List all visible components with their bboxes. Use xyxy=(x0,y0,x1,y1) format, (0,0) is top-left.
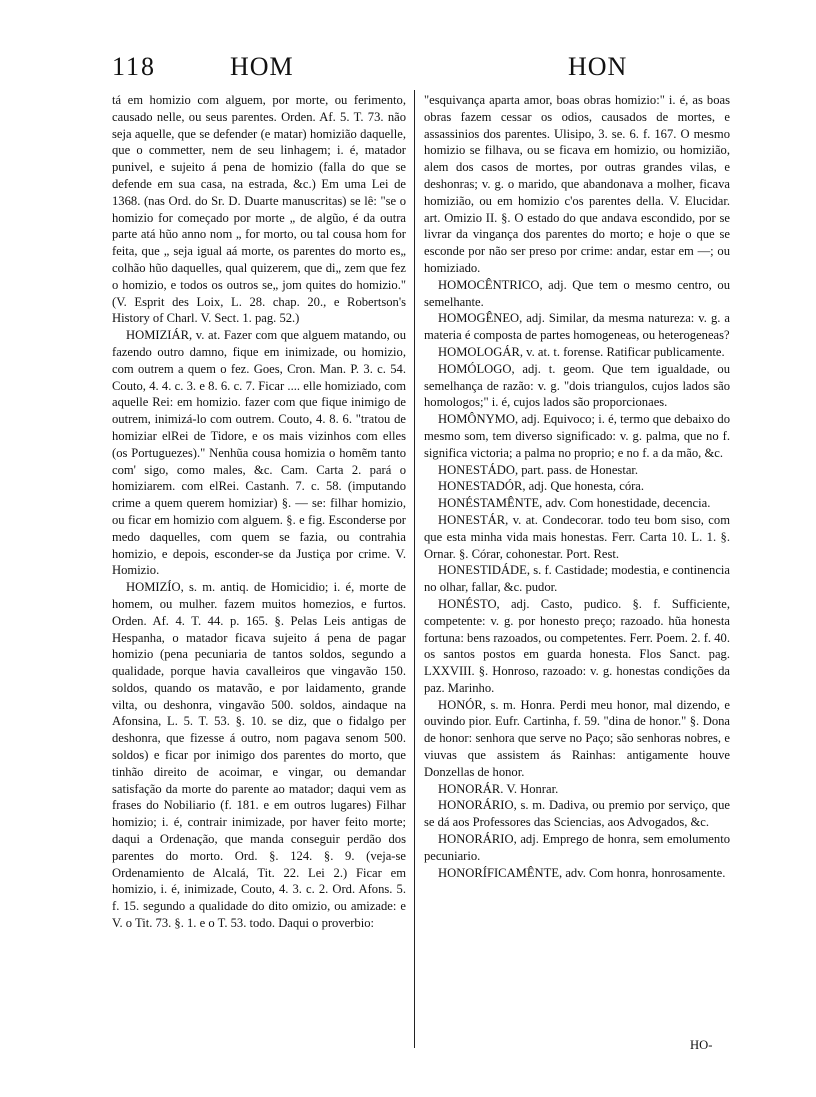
entry-honorificamente: HONORÍFICAMÊNTE, adv. Com honra, honrosamente. xyxy=(438,865,726,880)
running-head-right: HON xyxy=(568,52,628,81)
right-column xyxy=(424,92,730,1082)
entry-homiziar: HOMIZIÁR, v. at. Fazer com que alguem matando, ou fazendo outro damno, fique em inimizade, ou homizio, com outrem a quem o fez. Goes, Cron. Man. P. 3. c. 54. Couto, 4. 4. c. 3. e 8. 6. c. 7. Ficar .... elle homiziado, com aquelle Rei: em homizio. fazer com que fique inimigo de outrem, inimizá-lo com outrem. Couto, 4. 8. 6. "tratou de homiziar elRei de Tidore, e os mais vizinhos com elles (os Portuguezes)." Nenhũa cousa homizia o homẽm tanto com' sigo, como males, &c. Cam. Carta 2. pará o homiziarem. com elRei. Castanh. 7. c. 58. (imputando crime a quem querem homiziar) §. — se: filhar homizio, ou ficar em homizio com alguem. §. e fig. Esconderse por medo daquelles, com quem se fazia, ou contrahia homizio, e depois, esconder-se da Justiça por crime. V. Homizio. xyxy=(112,328,406,578)
entry-homonymo: HOMÔNYMO, adj. Equivoco; i. é, termo que debaixo do mesmo som, tem diverso significado: v. g. palma, que no f. significa victoria; a palma no proprio; e no f. a da mão, &c. xyxy=(424,412,730,460)
entry-homocentrico: HOMOCÊNTRICO, adj. Que tem o mesmo centro, ou semelhante. xyxy=(424,277,730,309)
entry-honestidade: HONESTIDÁDE, s. f. Castidade; modestia, e continencia no olhar, fallar, &c. pudor. xyxy=(424,563,730,595)
entry-honestamente: HONÉSTAMÊNTE, adv. Com honestidade, decencia. xyxy=(438,496,711,511)
entry-homizio: HOMIZÍO, s. m. antiq. de Homicidio; i. é, morte de homem, ou mulher. fazem muitos homezios, e furtos. Orden. Af. 4. T. 44. p. 165. §. Pelas Leis antigas de Hespanha, o matador ficava sujeito á pena de pagar homizio (pena pecuniaria de tantos soldos, segundo a qualidade, porque havia cavalleiros que vingavão 150. soldos, quando os matavão, e por laidamento, grande vilta, ou deshonra, vingavão 500. soldos, aindaque na Afonsina, L. 5. T. 53. §. 10. se diz, que o fidalgo per deshonra, que fizesse á outro, nom pagava senom 500. soldos) e ficar por inimigo dos parentes do morto, que tinhão direito de acoimar, e vingar, ou demandar satisfação da morte do parente ao matador; daqui vem as frases do Nobiliario (f. 181. e em outros lugares) Filhar homizio; i. é, contrair inimizade, por haver feito morte; daqui a Ordenação, que manda conseguir perdão dos parentes do morto. Ord. §. 124. §. 9. (veja-se Ordenamiento de Alcalá, Tit. 22. Lei 2.) Ficar em homizio, i. é, inimizade, Couto, 4. 3. c. 2. Ord. Afons. 5. f. 15. segundo a qualidade do dito omizio, ou amizade: e V. o Tit. 73. §. 1. e o T. 53. todo. Daqui o proverbio: xyxy=(112,580,406,931)
entry-honestado: HONESTÁDO, part. pass. de Honestar. xyxy=(438,462,639,477)
entry-homizio-continuation: tá em homizio com alguem, por morte, ou ferimento, causado nelle, ou seus parentes. Orden. Af. 5. T. 73. não seja aquelle, que se defender (e matar) homizião daquelle, que o commetter, nem de seu linhagem; i. é, matador punivel, e sujeito á pena de homizio (falla do que se defende em sua casa, na estrada, &c.) Em uma Lei de 1368. (nas Ord. do Sr. D. Duarte manuscritas) se lê: "se o homizio for começado por morte „ de algũo, é da outra parte atá hũo anno nom „ for morto, ou tal cousa hom for feita, que „ seja igual aá morte, os parentes do morto es„ colhão hũo daquelles, qual quizerem, que di„ zem que fez o homizio, e todos os outros se„ jom quites do homizio." (V. Esprit des Loix, L. 28. chap. 20., e Robertson's History of Charl. V. Sect. 1. pag. 52.) xyxy=(112,93,406,326)
entry-homologo: HOMÓLOGO, adj. t. geom. Que tem igualdade, ou semelhança de razão: v. g. "dois triangulos, cujos lados são homologos;" i. é, cujos lados são proporcionaes. xyxy=(424,361,730,410)
running-head-left: HOM xyxy=(230,52,294,81)
catchword: HO- xyxy=(690,1038,713,1052)
entry-honor: HONÓR, s. m. Honra. Perdi meu honor, mal dizendo, e ouvindo pior. Eufr. Cartinha, f. 59. "dina de honor." §. Dona de honor: senhora que serve no Paço; são senhoras nobres, e viuvas que assistem ás Rainhas: antigamente houve Donzellas de honor. xyxy=(424,697,730,779)
entry-honorario-adj: HONORÁRIO, adj. Emprego de honra, sem emolumento pecuniario. xyxy=(424,832,730,863)
column-divider xyxy=(414,90,415,1048)
entry-honestador: HONESTADÓR, adj. Que honesta, córa. xyxy=(438,479,645,494)
entry-homologar: HOMOLOGÁR, v. at. t. forense. Ratificar publicamente. xyxy=(438,344,725,359)
entry-homogeneo: HOMOGÊNEO, adj. Similar, da mesma natureza: v. g. a materia é composta de partes homogeneas, ou heterogeneas? xyxy=(424,311,730,343)
left-column xyxy=(112,92,406,1082)
entry-honorar: HONORÁR. V. Honrar. xyxy=(438,781,559,796)
entry-homizio-proverb: "esquivança aparta amor, boas obras homizio:" i. é, as boas obras fazem cessar os odios, causados de mortes, e assassinios dos parentes. Ulisipo, 3. se. 6. f. 167. O mesmo homizio se filhava, ou se ficava em homizio, ou homizião, alem dos casos de mortes, por outras grandes vilas, e deshonras; v. g. o marido, que abandonava a molher, ficava homizião, ou em homizio c'os parentes della. V. Elucidar. art. Omizio II. §. O estado do que andava escondido, por se livrar da vingança dos parentes do morto; e hoje o que se esconde por não ser preso por crime: andar, estar em —; ou homiziado. xyxy=(424,93,730,275)
entry-honorario-noun: HONORÁRIO, s. m. Dadiva, ou premio por serviço, que se dá aos Professores das Sciencias, aos Advogados, &c. xyxy=(424,798,730,830)
entry-honesto: HONÉSTO, adj. Casto, pudico. §. f. Sufficiente, competente: v. g. por honesto preço; razoado. hũa honesta fortuna: bens razoados, ou competentes. Ferr. Poem. 2. f. 40. os santos postos em guarda honesta. Flos Sanct. pag. LXXVIII. §. Honroso, razoado: v. g. honestas condições da paz. Marinho. xyxy=(424,596,730,695)
entry-honestar: HONESTÁR, v. at. Condecorar. todo teu bom siso, com que esta minha vida mais honestas. Ferr. Carta 10. L. 1. §. Ornar. §. Córar, cohonestar. Port. Rest. xyxy=(424,512,730,561)
page-number: 118 xyxy=(112,52,157,81)
